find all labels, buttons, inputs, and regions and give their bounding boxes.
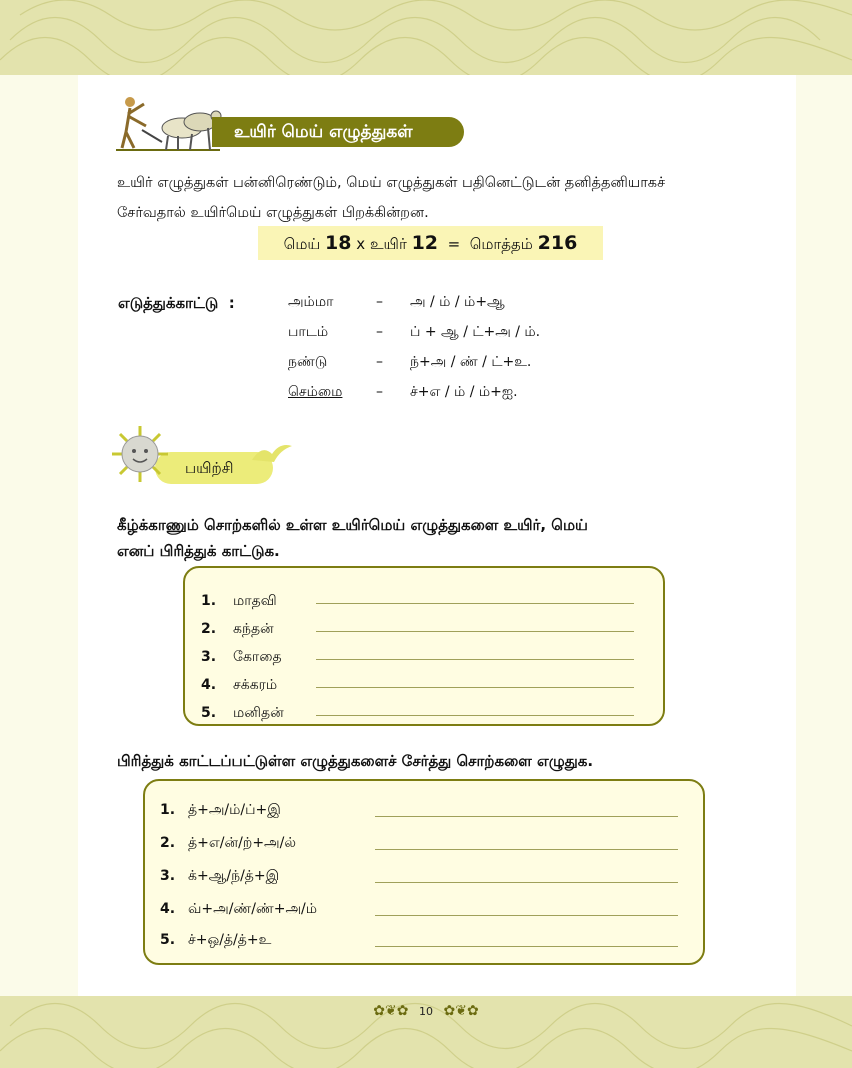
ornament-right-icon: ✿❦✿ [443,1003,479,1019]
list-item [160,832,690,854]
question-1 [117,512,588,564]
bird-icon [250,440,294,466]
list-item [201,618,641,640]
item-word: கந்தன் [233,621,274,637]
farmer-plough-icon [112,92,222,154]
list-item [160,898,690,920]
item-number: 4. [160,901,176,917]
formula-total-num: 216 [537,232,578,254]
item-number: 5. [201,705,217,721]
formula-uyir-num: 12 [411,232,439,254]
example-split: ப் + ஆ / ட்+அ / ம். [410,324,541,340]
example-word: அம்மா [288,294,334,310]
item-word: கோதை [233,649,282,665]
question-2 [117,748,593,774]
item-letters: வ்+அ/ண்/ண்+அ/ம் [188,901,318,917]
formula-total: மொத்தம் [469,235,533,253]
formula-uyir: உயிர் [369,235,407,253]
item-letters: க்+ஆ/ந்/த்+இ [188,868,280,884]
example-label-text: எடுத்துக்காட்டு [118,294,219,312]
question-1-line-1: கீழ்க்காணும் சொற்களில் உள்ள உயிர்மெய் எழுத்துகளை உயிர், மெய் [117,516,588,534]
formula-equals: = [447,235,461,253]
smiling-sun-icon [110,424,170,484]
item-number: 1. [201,593,217,609]
example-split: அ / ம் / ம்+ஆ [410,294,505,310]
item-number: 2. [160,835,176,851]
item-number: 5. [160,932,176,948]
intro-paragraph [117,168,757,228]
list-item [201,590,641,612]
leaf-pattern [0,0,852,75]
formula-times: x [356,235,366,253]
example-dash: – [376,354,383,370]
item-word: மனிதன் [233,705,284,721]
formula-mei: மெய் [283,235,321,253]
answer-line[interactable] [375,849,678,850]
practice-label: பயிற்சி [155,452,273,484]
example-split: ந்+அ / ண் / ட்+உ. [410,354,532,370]
list-item [160,799,690,821]
answer-line[interactable] [316,603,634,604]
example-dash: – [376,294,383,310]
answer-line[interactable] [316,631,634,632]
item-number: 3. [160,868,176,884]
item-letters: ச்+ஒ/த்/த்+உ [188,932,272,948]
example-dash: – [376,384,383,400]
top-decorative-band [0,0,852,75]
list-item [201,674,641,696]
answer-line[interactable] [375,882,678,883]
item-letters: த்+அ/ம்/ப்+இ [188,802,281,818]
example-word: செம்மை [288,384,343,400]
example-word: பாடம் [288,324,329,340]
example-split: ச்+எ / ம் / ம்+ஐ. [410,384,518,400]
intro-line-2: சேர்வதால் உயிர்மெய் எழுத்துகள் பிறக்கின்றன. [117,205,429,221]
list-item [160,929,690,951]
answer-line[interactable] [375,915,678,916]
example-label [118,294,235,314]
item-letters: த்+எ/ன்/ற்+அ/ல் [188,835,296,851]
list-item [201,646,641,668]
item-number: 2. [201,621,217,637]
question-2-line-1: பிரித்துக் காட்டப்பட்டுள்ள எழுத்துகளைச் சேர்த்து சொற்களை எழுதுக. [117,752,594,770]
intro-line-1: உயிர் எழுத்துகள் பன்னிரெண்டும், மெய் எழுத்துகள் பதினெட்டுடன் தனித்தனியாகச் [117,175,666,191]
formula-mei-num: 18 [325,232,352,254]
page-footer [0,1003,852,1019]
answer-line[interactable] [316,715,634,716]
list-item [160,865,690,887]
page-number: 10 [419,1005,433,1018]
item-word: சக்கரம் [233,677,278,693]
example-colon: : [228,294,235,312]
example-dash: – [376,324,383,340]
answer-line[interactable] [375,946,678,947]
ornament-left-icon: ✿❦✿ [373,1003,409,1019]
item-number: 3. [201,649,217,665]
example-word: நண்டு [288,354,328,370]
question-1-line-2: எனப் பிரித்துக் காட்டுக. [117,542,280,560]
answer-line[interactable] [316,687,634,688]
formula-box [258,226,603,260]
list-item [201,702,641,724]
section-title: உயிர் மெய் எழுத்துகள் [212,117,464,147]
item-word: மாதவி [233,593,277,609]
answer-line[interactable] [375,816,678,817]
item-number: 1. [160,802,176,818]
answer-line[interactable] [316,659,634,660]
item-number: 4. [201,677,217,693]
